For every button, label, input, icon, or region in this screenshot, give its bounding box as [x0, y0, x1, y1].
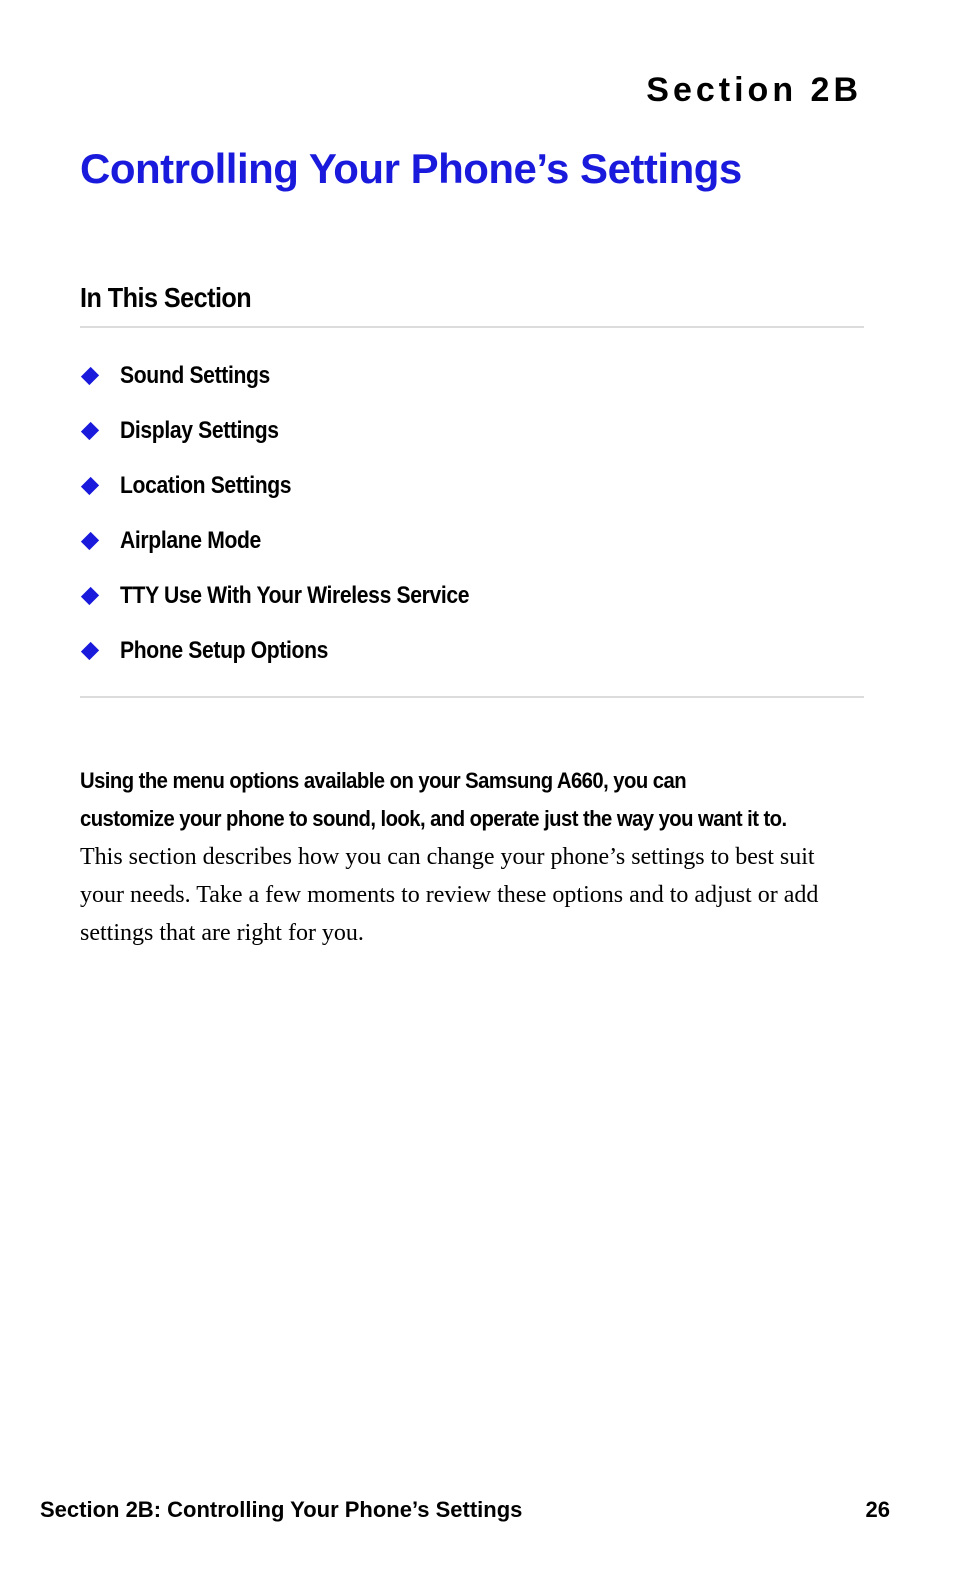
- list-item: [80, 568, 864, 623]
- list-item: [80, 403, 864, 458]
- list-item-label: Display Settings: [120, 416, 279, 444]
- bottom-divider: [80, 696, 864, 698]
- in-this-section-heading: In This Section: [80, 282, 252, 313]
- intro-body-text: This section describes how you can change your phone’s settings to best suit your needs. Take a few moments to review these options and to adjust or add settings that are right for you.: [80, 844, 819, 946]
- intro-lead-line-2: customize your phone to sound, look, and operate just the way you want it to.: [80, 806, 787, 831]
- diamond-bullet-icon: [81, 531, 99, 549]
- diamond-bullet-icon: [81, 586, 99, 604]
- section-contents-list: [80, 348, 864, 678]
- diamond-bullet-icon: [81, 421, 99, 439]
- list-item-label: TTY Use With Your Wireless Service: [120, 581, 470, 609]
- diamond-bullet-icon: [81, 366, 99, 384]
- page-number: 26: [865, 1497, 890, 1522]
- page-title: Controlling Your Phone’s Settings: [80, 145, 742, 192]
- list-item: [80, 458, 864, 513]
- list-item: [80, 348, 864, 403]
- top-divider: [80, 326, 864, 328]
- list-item: [80, 623, 864, 678]
- diamond-bullet-icon: [81, 476, 99, 494]
- section-label: Section 2B: [646, 71, 862, 109]
- intro-paragraph: [80, 762, 870, 952]
- list-item-label: Location Settings: [120, 471, 292, 499]
- list-item-label: Sound Settings: [120, 361, 270, 389]
- intro-lead-line-1: Using the menu options available on your Samsung A660, you can: [80, 768, 687, 793]
- diamond-bullet-icon: [81, 641, 99, 659]
- list-item-label: Phone Setup Options: [120, 636, 329, 664]
- list-item-label: Airplane Mode: [120, 526, 261, 554]
- list-item: [80, 513, 864, 568]
- footer-section-title: Section 2B: Controlling Your Phone’s Settings: [40, 1497, 523, 1522]
